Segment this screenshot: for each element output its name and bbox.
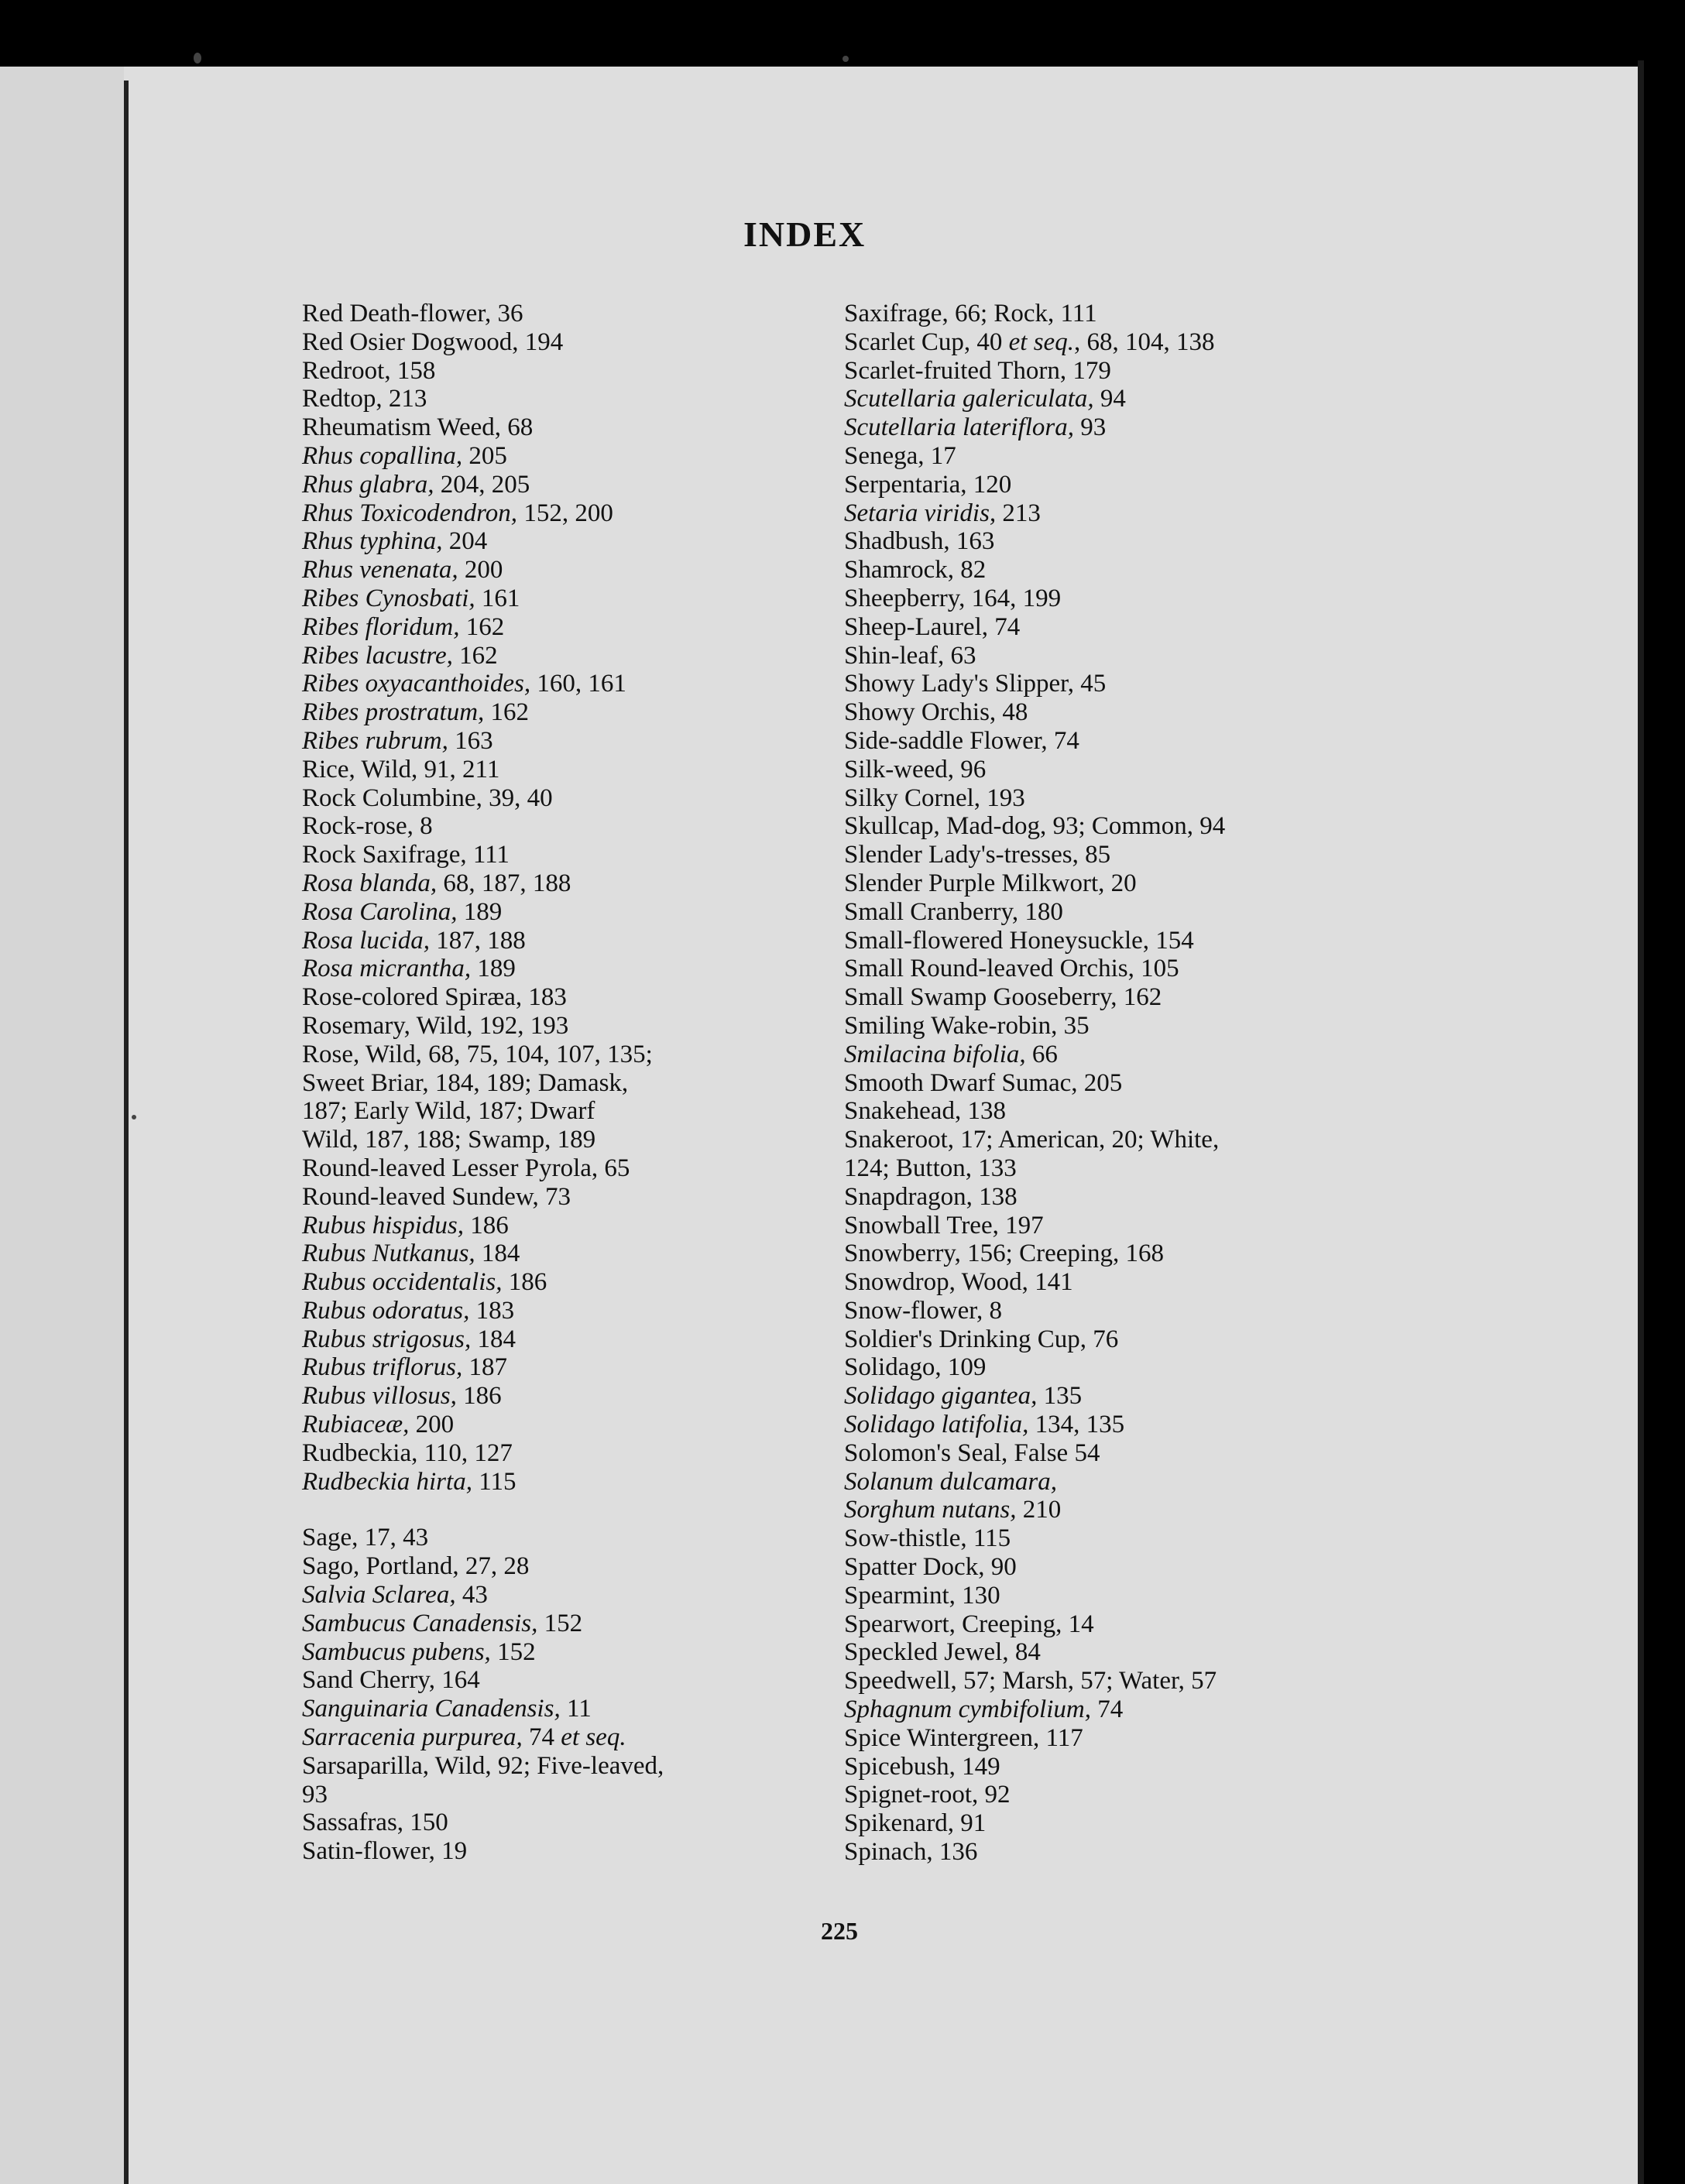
entry-text: 161 [475,584,520,612]
italic-text: Scutellaria lateriflora, [844,413,1074,442]
entry-text: Small Swamp Gooseberry, 162 [844,983,1162,1012]
italic-text: Rosa Carolina, [302,897,458,926]
entry-text: 93 [1073,413,1107,442]
index-entry [844,841,1386,869]
entry-text: 160, 161 [530,670,626,698]
index-entry [844,1297,1386,1325]
italic-text: Scutellaria galericulata, [844,385,1094,413]
entry-text: 210 [1016,1496,1062,1524]
italic-text: Ribes prostratum, [302,698,485,727]
index-column-right [844,300,1386,1867]
entry-text: 68, 187, 188 [437,869,571,897]
entry-text: 200 [409,1411,455,1439]
index-entry [844,1353,1386,1382]
entry-text: 152, 200 [517,499,613,527]
scan-speck [842,56,849,62]
italic-text: Rubus hispidus, [302,1211,465,1239]
index-entry [302,983,860,1012]
entry-text: 11 [560,1695,592,1723]
entry-continuation-line [302,1097,860,1126]
italic-text: Sorghum nutans, [844,1496,1017,1524]
entry-text: Slender Lady's-tresses, 85 [844,841,1111,869]
entry-text: Smiling Wake-robin, 35 [844,1011,1090,1040]
index-entry [844,1667,1386,1695]
index-entry [844,642,1386,670]
entry-text: Shamrock, 82 [844,556,987,585]
entry-text: 186 [464,1211,509,1239]
entry-text: 135 [1037,1382,1083,1411]
entry-text: 162 [452,641,498,670]
index-entry [302,357,860,386]
index-entry [302,898,860,927]
facing-page-edge [0,67,124,2184]
entry-text: Sago, Portland, 27, 28 [302,1552,530,1581]
entry-text: Soldier's Drinking Cup, 76 [844,1325,1119,1353]
entry-text: Speedwell, 57; Marsh, 57; Water, 57 [844,1667,1217,1695]
index-entry [302,642,860,670]
entry-line [302,1041,653,1068]
index-entry [302,1752,860,1809]
italic-text: Sarracenia purpurea, [302,1723,523,1752]
index-entry [302,1638,860,1667]
italic-text: Rubus Nutkanus, [302,1239,475,1268]
index-entry [302,1154,860,1183]
entry-text: Scarlet-fruited Thorn, 179 [844,356,1111,385]
entry-text: Sage, 17, 43 [302,1524,429,1552]
index-entry [844,1524,1386,1553]
entry-text: Senega, 17 [844,441,956,470]
index-entry [844,1781,1386,1809]
index-entry [844,756,1386,784]
index-entry [844,1411,1386,1439]
entry-text: Snapdragon, 138 [844,1182,1018,1211]
index-entry [844,585,1386,613]
index-entry [302,1268,860,1297]
entry-text: 152 [490,1637,536,1666]
page-gutter-line [124,81,129,2184]
index-entry [302,727,860,756]
entry-text: Snowberry, 156; Creeping, 168 [844,1239,1165,1268]
index-entry [844,812,1386,841]
entry-continuation-line [302,1126,860,1154]
index-entry [844,1325,1386,1354]
entry-line [844,1126,1219,1154]
entry-text: Shin-leaf, 63 [844,641,976,670]
entry-text: Smooth Dwarf Sumac, 205 [844,1068,1123,1097]
index-entry [302,812,860,841]
entry-text: Red Death-flower, 36 [302,300,523,327]
entry-text: Scarlet Cup, 40 [844,327,1009,356]
entry-text: Spicebush, 149 [844,1752,1000,1781]
italic-text: Ribes lacustre, [302,641,453,670]
index-entry [844,1183,1386,1212]
index-entry [302,1837,860,1866]
entry-text: Sarsaparilla, Wild, 92; Five-leaved, [302,1751,664,1780]
entry-text: 184 [471,1325,516,1353]
index-entry [302,1809,860,1837]
entry-text: Slender Purple Milkwort, 20 [844,869,1137,897]
index-entry [844,1553,1386,1582]
entry-text: Snow-flower, 8 [844,1296,1002,1325]
index-entry [302,1695,860,1723]
entry-text: 124; Button, 133 [844,1154,1017,1182]
entry-text: Sassafras, 150 [302,1809,448,1837]
entry-text: 115 [472,1467,516,1496]
index-entry [302,869,860,898]
index-entry [844,1439,1386,1468]
entry-text: 162 [459,612,505,641]
entry-text: Shadbush, 163 [844,527,995,556]
entry-text: Showy Lady's Slipper, 45 [844,670,1107,698]
italic-text: Rubus occidentalis, [302,1268,503,1297]
entry-text: Sweet Briar, 184, 189; Damask, [302,1068,629,1097]
italic-text: Sambucus pubens, [302,1637,491,1666]
entry-text: Sheep-Laurel, 74 [844,612,1021,641]
index-entry [302,413,860,442]
index-entry [844,1838,1386,1867]
entry-text: Snakeroot, 17; American, 20; White, [844,1126,1220,1154]
italic-text: Sanguinaria Canadensis, [302,1695,561,1723]
entry-text: Satin-flower, 19 [302,1837,468,1866]
italic-text: Ribes Cynosbati, [302,584,475,612]
index-entry [302,1468,860,1497]
entry-text: 183 [469,1296,515,1325]
index-entry [302,1552,860,1581]
index-entry [844,385,1386,413]
entry-text: 187, 188 [429,926,526,955]
entry-text: Small-flowered Honeysuckle, 154 [844,926,1194,955]
index-entry [302,1297,860,1325]
index-entry [302,585,860,613]
index-entry [302,1666,860,1695]
italic-text: Ribes oxyacanthoides, [302,670,531,698]
italic-text: Salvia Sclarea, [302,1581,456,1610]
entry-text: 204 [442,527,488,556]
italic-text: Rhus glabra, [302,470,434,499]
index-entry [302,442,860,471]
index-entry [844,869,1386,898]
index-entry [302,1183,860,1212]
index-entry [844,442,1386,471]
index-entry [302,1212,860,1240]
entry-text: Sheepberry, 164, 199 [844,584,1062,612]
italic-text: Rosa lucida, [302,926,430,955]
entry-text: Small Round-leaved Orchis, 105 [844,955,1179,983]
entry-text: Rosemary, Wild, 192, 193 [302,1011,569,1040]
entry-text: Serpentaria, 120 [844,470,1012,499]
entry-text: 186 [456,1382,502,1411]
italic-text: Rosa micrantha, [302,955,472,983]
index-entry [302,1411,860,1439]
index-entry [302,841,860,869]
index-entry [844,1695,1386,1724]
italic-text: Rhus venenata, [302,556,458,585]
entry-text: 74 [1090,1695,1124,1724]
index-entry [302,927,860,955]
index-entry [302,1524,860,1552]
index-entry [302,499,860,528]
entry-line [302,1752,664,1780]
entry-text: Spignet-root, 92 [844,1781,1011,1809]
entry-text: Spearwort, Creeping, 14 [844,1610,1094,1638]
italic-text: Solanum dulcamara, [844,1467,1057,1496]
index-entry [302,527,860,556]
entry-text: Spearmint, 130 [844,1581,1000,1610]
index-entry [844,1041,1386,1069]
italic-text: Ribes rubrum, [302,726,448,755]
italic-text: Rubus strigosus, [302,1325,472,1353]
index-entry [302,955,860,983]
index-entry [302,1012,860,1041]
entry-text: 134, 135 [1028,1411,1125,1439]
index-entry [844,1097,1386,1126]
index-entry [844,784,1386,813]
entry-text: 200 [458,556,503,585]
entry-text: Solomon's Seal, False 54 [844,1438,1100,1467]
italic-text: Rhus copallina, [302,441,463,470]
italic-text: Ribes floridum, [302,612,460,641]
page-right-edge [1638,60,1644,2184]
index-entry [844,1126,1386,1183]
index-entry [844,1382,1386,1411]
entry-text: Spice Wintergreen, 117 [844,1723,1083,1752]
index-entry [844,1724,1386,1753]
page-title: INDEX [743,214,867,254]
index-entry [302,1439,860,1468]
index-entry [844,1239,1386,1268]
entry-text: Red Osier Dogwood, 194 [302,327,564,356]
entry-text: Rock Columbine, 39, 40 [302,783,553,812]
index-entry [844,670,1386,698]
index-entry [844,1809,1386,1838]
scan-speck [194,53,201,63]
index-entry [302,385,860,413]
entry-text: 213 [996,499,1041,527]
entry-text: Snowball Tree, 197 [844,1211,1044,1239]
italic-text: Rhus Toxicodendron, [302,499,518,527]
entry-text: 189 [457,897,503,926]
entry-text: 187 [462,1353,507,1382]
index-entry [302,1581,860,1610]
entry-text: Sand Cherry, 164 [302,1666,480,1695]
index-entry [302,613,860,642]
index-entry [844,499,1386,528]
entry-text: Solidago, 109 [844,1353,987,1382]
index-entry [302,1325,860,1354]
entry-text: Silk-weed, 96 [844,755,987,783]
scan-speck [132,1115,136,1119]
entry-text: 152 [537,1609,583,1637]
index-entry [844,527,1386,556]
entry-text: Sow-thistle, 115 [844,1524,1011,1553]
index-entry [844,727,1386,756]
index-entry [844,1212,1386,1240]
index-entry [844,1069,1386,1098]
entry-text: 205 [462,441,507,470]
entry-text: Side-saddle Flower, 74 [844,726,1079,755]
entry-text: 184 [475,1239,520,1268]
index-entry [302,1382,860,1411]
entry-text: Wild, 187, 188; Swamp, 189 [302,1126,596,1154]
index-entry [302,1723,860,1752]
index-entry [844,413,1386,442]
entry-text: Showy Orchis, 48 [844,698,1028,727]
italic-text: Setaria viridis, [844,499,997,527]
entry-continuation-line [302,1068,860,1098]
entry-text: Rheumatism Weed, 68 [302,413,534,442]
index-entry [302,328,860,357]
index-column-left [302,300,860,1866]
index-entry [844,983,1386,1012]
entry-text: Rock Saxifrage, 111 [302,841,510,869]
index-entry [302,1610,860,1638]
index-entry [844,1496,1386,1524]
italic-text: Smilacina bifolia, [844,1040,1026,1068]
italic-text: et seq. [1008,327,1074,356]
index-entry [302,756,860,784]
index-entry [844,1610,1386,1639]
italic-text: Sphagnum cymbifolium, [844,1695,1091,1724]
entry-text: 187; Early Wild, 187; Dwarf [302,1097,595,1126]
index-entry [302,556,860,585]
entry-text: Rose, Wild, 68, 75, 104, 107, 135; [302,1040,653,1068]
index-entry [844,955,1386,983]
entry-text: Spatter Dock, 90 [844,1553,1017,1582]
italic-text: Rubus odoratus, [302,1296,470,1325]
italic-text: Rubus villosus, [302,1382,457,1411]
index-entry [844,1582,1386,1610]
index-entry [844,1268,1386,1297]
index-entry [302,670,860,698]
index-entry [844,898,1386,927]
entry-text: Rice, Wild, 91, 211 [302,755,500,783]
index-entry [844,613,1386,642]
index-entry [302,698,860,727]
index-entry [844,556,1386,585]
entry-text: 74 [522,1723,561,1752]
index-entry [844,1468,1386,1497]
entry-text: 43 [455,1581,488,1610]
entry-text: Redtop, 213 [302,385,427,413]
entry-text: Round-leaved Lesser Pyrola, 65 [302,1154,630,1182]
index-entry [302,784,860,813]
entry-text: 94 [1093,385,1126,413]
entry-text: Redroot, 158 [302,356,436,385]
index-entry [302,1239,860,1268]
italic-text: Rudbeckia hirta, [302,1467,472,1496]
entry-text: 189 [471,955,516,983]
entry-text: 66 [1025,1040,1058,1068]
entry-text: 163 [448,726,493,755]
entry-text: 162 [484,698,530,727]
entry-text: Spikenard, 91 [844,1809,987,1838]
entry-text: Snakehead, 138 [844,1097,1006,1126]
italic-text: Sambucus Canadensis, [302,1609,538,1637]
entry-text: 93 [302,1780,328,1809]
entry-text: Rudbeckia, 110, 127 [302,1438,513,1467]
index-entry [302,300,860,328]
index-entry [844,357,1386,386]
index-entry [844,300,1386,328]
index-entry [844,927,1386,955]
entry-continuation-line [844,1154,1386,1183]
italic-text: Solidago gigantea, [844,1382,1038,1411]
entry-text: 186 [502,1268,547,1297]
entry-text: Round-leaved Sundew, 73 [302,1182,571,1211]
italic-text: Solidago latifolia, [844,1411,1029,1439]
index-entry [844,1753,1386,1781]
entry-text: Rock-rose, 8 [302,812,433,841]
entry-continuation-line [302,1780,860,1809]
index-entry [844,471,1386,499]
entry-text: Rose-colored Spiræa, 183 [302,983,567,1012]
italic-text: Rosa blanda, [302,869,438,897]
index-entry [844,1638,1386,1667]
index-entry [302,1041,860,1154]
italic-text: Rubus triflorus, [302,1353,463,1382]
italic-text: Rubiaceæ, [302,1411,410,1439]
entry-text: Spinach, 136 [844,1838,978,1867]
italic-text: et seq. [561,1723,626,1752]
italic-text: Rhus typhina, [302,527,443,556]
index-entry [302,471,860,499]
entry-text: Silky Cornel, 193 [844,783,1025,812]
index-entry [844,698,1386,727]
entry-text: , 68, 104, 138 [1073,327,1215,356]
page-number: 225 [821,1917,858,1945]
entry-text: Skullcap, Mad-dog, 93; Common, 94 [844,812,1226,841]
entry-text: Saxifrage, 66; Rock, 111 [844,300,1097,327]
index-entry [844,1012,1386,1041]
entry-text: Speckled Jewel, 84 [844,1638,1041,1667]
index-entry [302,1353,860,1382]
index-entry [844,328,1386,357]
entry-text: Small Cranberry, 180 [844,897,1063,926]
entry-text: Snowdrop, Wood, 141 [844,1268,1073,1297]
entry-text: 204, 205 [434,470,530,499]
